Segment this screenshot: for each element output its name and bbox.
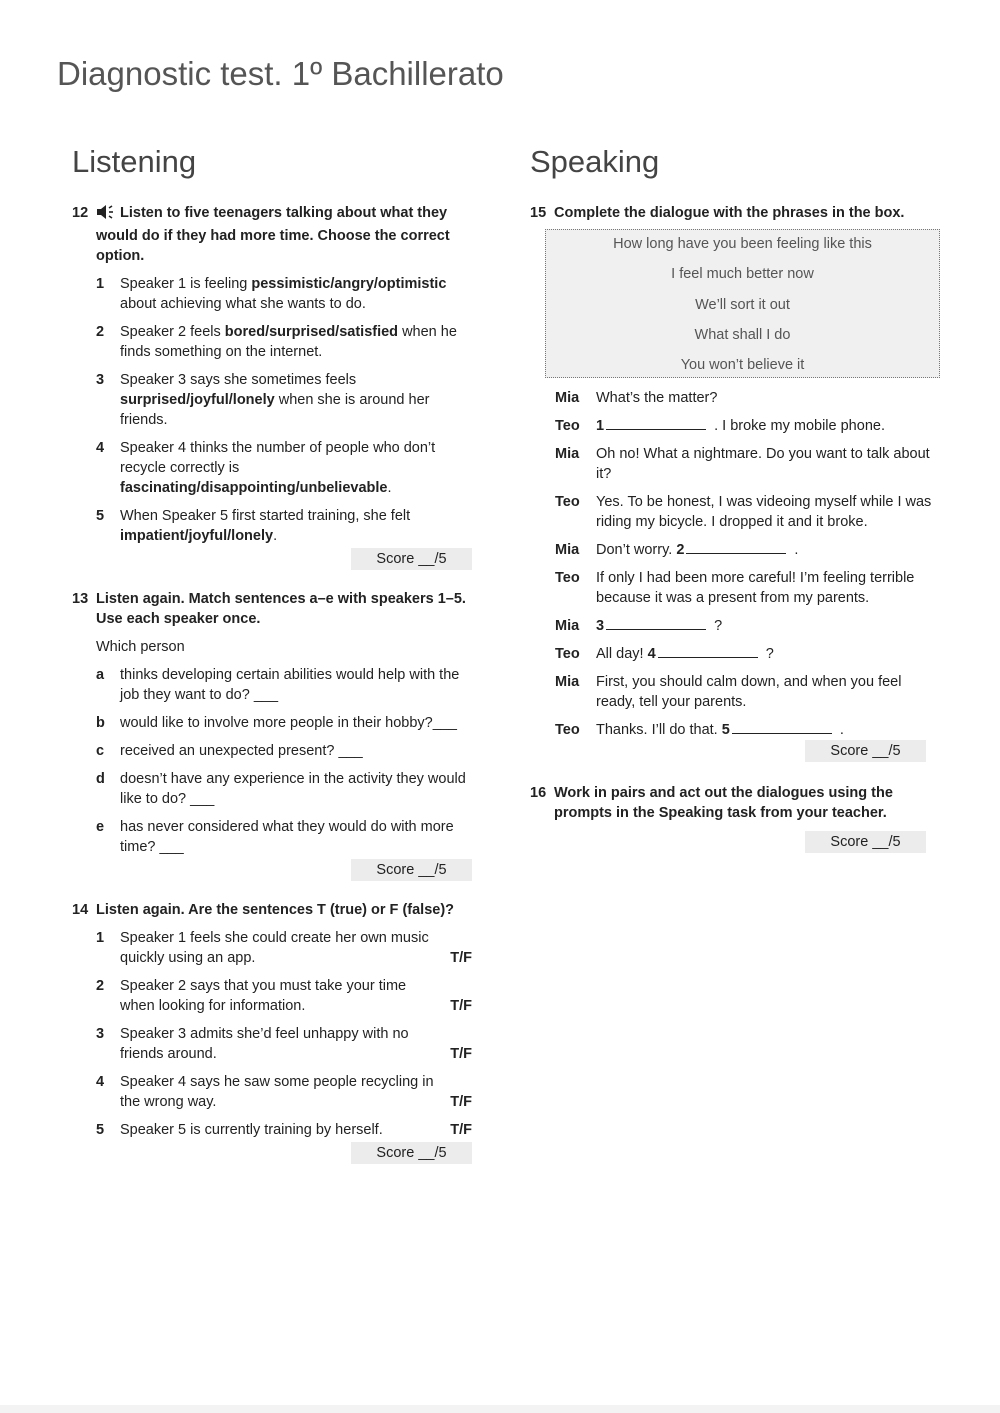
true-false-choice[interactable]: T/F — [450, 1094, 472, 1110]
choice-options[interactable]: impatient/joyful/lonely — [120, 528, 274, 544]
phrase-item[interactable]: We’ll sort it out — [695, 296, 790, 313]
question-14 — [72, 900, 472, 1164]
choice-options[interactable]: surprised/joyful/lonely — [120, 392, 275, 408]
dialogue-text: If only I had been more careful! I’m feeling terrible because it was a present from my parents. — [596, 570, 915, 607]
phrase-box — [545, 229, 940, 378]
item-text[interactable]: would like to involve more people in their hobby?___ — [120, 715, 457, 731]
item-letter: b — [96, 715, 105, 731]
item-text: when she is around her friends. — [120, 392, 430, 428]
answer-blank[interactable] — [686, 541, 786, 554]
choice-options[interactable]: pessimistic/angry/optimistic — [251, 276, 447, 292]
item-number: 3 — [96, 1026, 105, 1042]
page-bottom-strip — [0, 1405, 1000, 1413]
dialogue-text: Oh no! What a nightmare. Do you want to talk about it? — [596, 446, 930, 483]
speaker-name: Teo — [555, 646, 580, 663]
item-number: 1 — [96, 930, 105, 946]
item-text: about achieving what she wants to do. — [120, 296, 366, 312]
list-item — [96, 665, 472, 705]
item-text[interactable]: thinks developing certain abilities would help with the job they want to do? ___ — [120, 667, 460, 703]
item-number: 3 — [96, 372, 105, 388]
item-text: Speaker 1 is feeling — [120, 276, 252, 292]
dialogue-text: . — [790, 542, 799, 559]
item-text[interactable]: received an unexpected present? ___ — [120, 743, 363, 759]
list-item — [96, 713, 472, 733]
speaker-name: Teo — [555, 494, 580, 511]
score-box[interactable]: Score __/5 — [805, 740, 926, 762]
item-number: 5 — [96, 1122, 105, 1138]
item-text: . — [387, 480, 392, 496]
item-text: when he finds something on the internet. — [120, 324, 457, 360]
dialogue-text: First, you should calm down, and when you feel ready, tell your parents. — [596, 674, 902, 711]
phrase-item[interactable]: I feel much better now — [671, 266, 814, 283]
list-item — [96, 769, 472, 809]
listening-title: Listening — [72, 144, 197, 179]
gap-number: 2 — [676, 542, 685, 559]
dialogue-text: . — [835, 722, 844, 739]
dialogue-text: . I broke my mobile phone. — [710, 418, 885, 435]
list-item — [96, 322, 472, 362]
speaker-name: Mia — [555, 542, 580, 559]
list-item — [96, 274, 472, 314]
score-box[interactable]: Score __/5 — [805, 831, 926, 853]
dialogue-line — [555, 672, 940, 712]
dialogue-text: All day! — [596, 646, 648, 663]
item-text: Speaker 4 says he saw some people recycling in the wrong way. — [120, 1074, 434, 1110]
question-number: 13 — [72, 591, 89, 607]
item-number: 1 — [96, 276, 105, 292]
item-number: 2 — [96, 324, 105, 340]
question-number: 12 — [72, 205, 89, 221]
question-instruction: Listen to five teenagers talking about what they would do if they had more time. Choose the correct option. — [96, 205, 450, 264]
speaker-audio-icon[interactable] — [96, 204, 120, 226]
question-13 — [72, 589, 472, 881]
list-item — [96, 1120, 472, 1140]
gap-number: 1 — [596, 418, 605, 435]
list-item — [96, 506, 472, 546]
dialogue-text: ? — [710, 618, 723, 635]
list-item — [96, 817, 472, 857]
dialogue-line — [555, 492, 940, 532]
question-16 — [530, 783, 940, 853]
speaker-name: Mia — [555, 446, 580, 463]
gap-number: 3 — [596, 618, 605, 635]
dialogue-text: Thanks. I’ll do that. — [596, 722, 722, 739]
item-text: Speaker 2 says that you must take your time when looking for information. — [120, 978, 407, 1014]
score-box[interactable]: Score __/5 — [351, 548, 472, 570]
speaking-column — [530, 140, 940, 853]
score-box[interactable]: Score __/5 — [351, 859, 472, 881]
item-text: Speaker 5 is currently training by herself. — [120, 1122, 383, 1138]
dialogue-text: Don’t worry. — [596, 542, 677, 559]
dialogue-line — [555, 444, 940, 484]
list-item — [96, 741, 472, 761]
choice-options[interactable]: bored/surprised/satisfied — [224, 324, 399, 340]
question-15 — [530, 203, 940, 762]
item-letter: a — [96, 667, 105, 683]
item-letter: c — [96, 743, 105, 759]
item-text: Speaker 3 admits she’d feel unhappy with no friends around. — [120, 1026, 409, 1062]
item-text: Speaker 2 feels — [120, 324, 225, 340]
listening-column — [72, 140, 472, 1164]
dialogue-line — [555, 720, 940, 740]
list-item — [96, 1024, 472, 1064]
question-number: 14 — [72, 902, 89, 918]
item-text[interactable]: has never considered what they would do with more time? ___ — [120, 819, 454, 855]
speaker-name: Teo — [555, 570, 580, 587]
answer-blank[interactable] — [606, 417, 706, 430]
speaker-name: Mia — [555, 390, 580, 407]
phrase-item[interactable]: How long have you been feeling like this — [613, 236, 872, 252]
dialogue-line — [555, 568, 940, 608]
question-instruction: Listen again. Match sentences a–e with speakers 1–5. Use each speaker once. — [96, 591, 466, 627]
item-text: . — [273, 528, 278, 544]
choice-options[interactable]: fascinating/disappointing/unbelievable — [120, 480, 388, 496]
true-false-choice[interactable]: T/F — [450, 1046, 472, 1062]
answer-blank[interactable] — [658, 645, 758, 658]
true-false-choice[interactable]: T/F — [450, 1122, 472, 1138]
speaker-name: Mia — [555, 674, 580, 691]
item-letter: d — [96, 771, 105, 787]
item-letter: e — [96, 819, 105, 835]
dialogue-line — [555, 616, 940, 636]
question-number: 15 — [530, 205, 547, 221]
speaker-name: Teo — [555, 722, 580, 739]
dialogue-line — [555, 540, 940, 560]
question-number: 16 — [530, 785, 547, 802]
dialogue-line — [555, 416, 940, 436]
true-false-choice[interactable]: T/F — [450, 950, 472, 966]
dialogue-line — [555, 388, 940, 408]
speaking-title: Speaking — [530, 144, 660, 179]
item-text: Speaker 1 feels she could create her own music quickly using an app. — [120, 930, 429, 966]
list-item — [96, 1072, 472, 1112]
list-item — [96, 438, 472, 498]
dialogue-text: ? — [761, 646, 774, 663]
true-false-choice[interactable]: T/F — [450, 998, 472, 1014]
answer-blank[interactable] — [732, 721, 832, 734]
dialogue-text: Yes. To be honest, I was videoing myself while I was riding my bicycle. I dropped it and it broke. — [596, 494, 932, 531]
item-number: 2 — [96, 978, 105, 994]
question-instruction: Work in pairs and act out the dialogues using the prompts in the Speaking task from your teacher. — [554, 785, 893, 822]
phrase-item[interactable]: What shall I do — [694, 326, 791, 343]
dialogue-line — [555, 644, 940, 664]
item-text: Speaker 3 says she sometimes feels — [120, 372, 357, 388]
speaker-name: Teo — [555, 418, 580, 435]
question-instruction: Listen again. Are the sentences T (true) or F (false)? — [96, 902, 455, 918]
item-text: When Speaker 5 first started training, she felt — [120, 508, 411, 524]
gap-number: 4 — [647, 646, 656, 663]
page-title: Diagnostic test. 1º Bachillerato — [57, 55, 504, 92]
list-item — [96, 370, 472, 430]
item-number: 4 — [96, 1074, 105, 1090]
speaker-name: Mia — [555, 618, 580, 635]
item-number: 5 — [96, 508, 105, 524]
list-item — [96, 976, 472, 1016]
list-item — [96, 928, 472, 968]
dialogue-text: What’s the matter? — [596, 390, 718, 407]
item-number: 4 — [96, 440, 105, 456]
item-text[interactable]: doesn’t have any experience in the activity they would like to do? ___ — [120, 771, 466, 807]
item-text: Speaker 4 thinks the number of people who don’t recycle correctly is — [120, 440, 436, 476]
which-person-label: Which person — [96, 639, 185, 655]
answer-blank[interactable] — [606, 617, 706, 630]
phrase-item[interactable]: You won’t believe it — [680, 357, 805, 374]
question-12 — [72, 203, 472, 570]
score-box[interactable]: Score __/5 — [351, 1142, 472, 1164]
question-instruction: Complete the dialogue with the phrases in the box. — [554, 205, 905, 221]
gap-number: 5 — [721, 722, 730, 739]
